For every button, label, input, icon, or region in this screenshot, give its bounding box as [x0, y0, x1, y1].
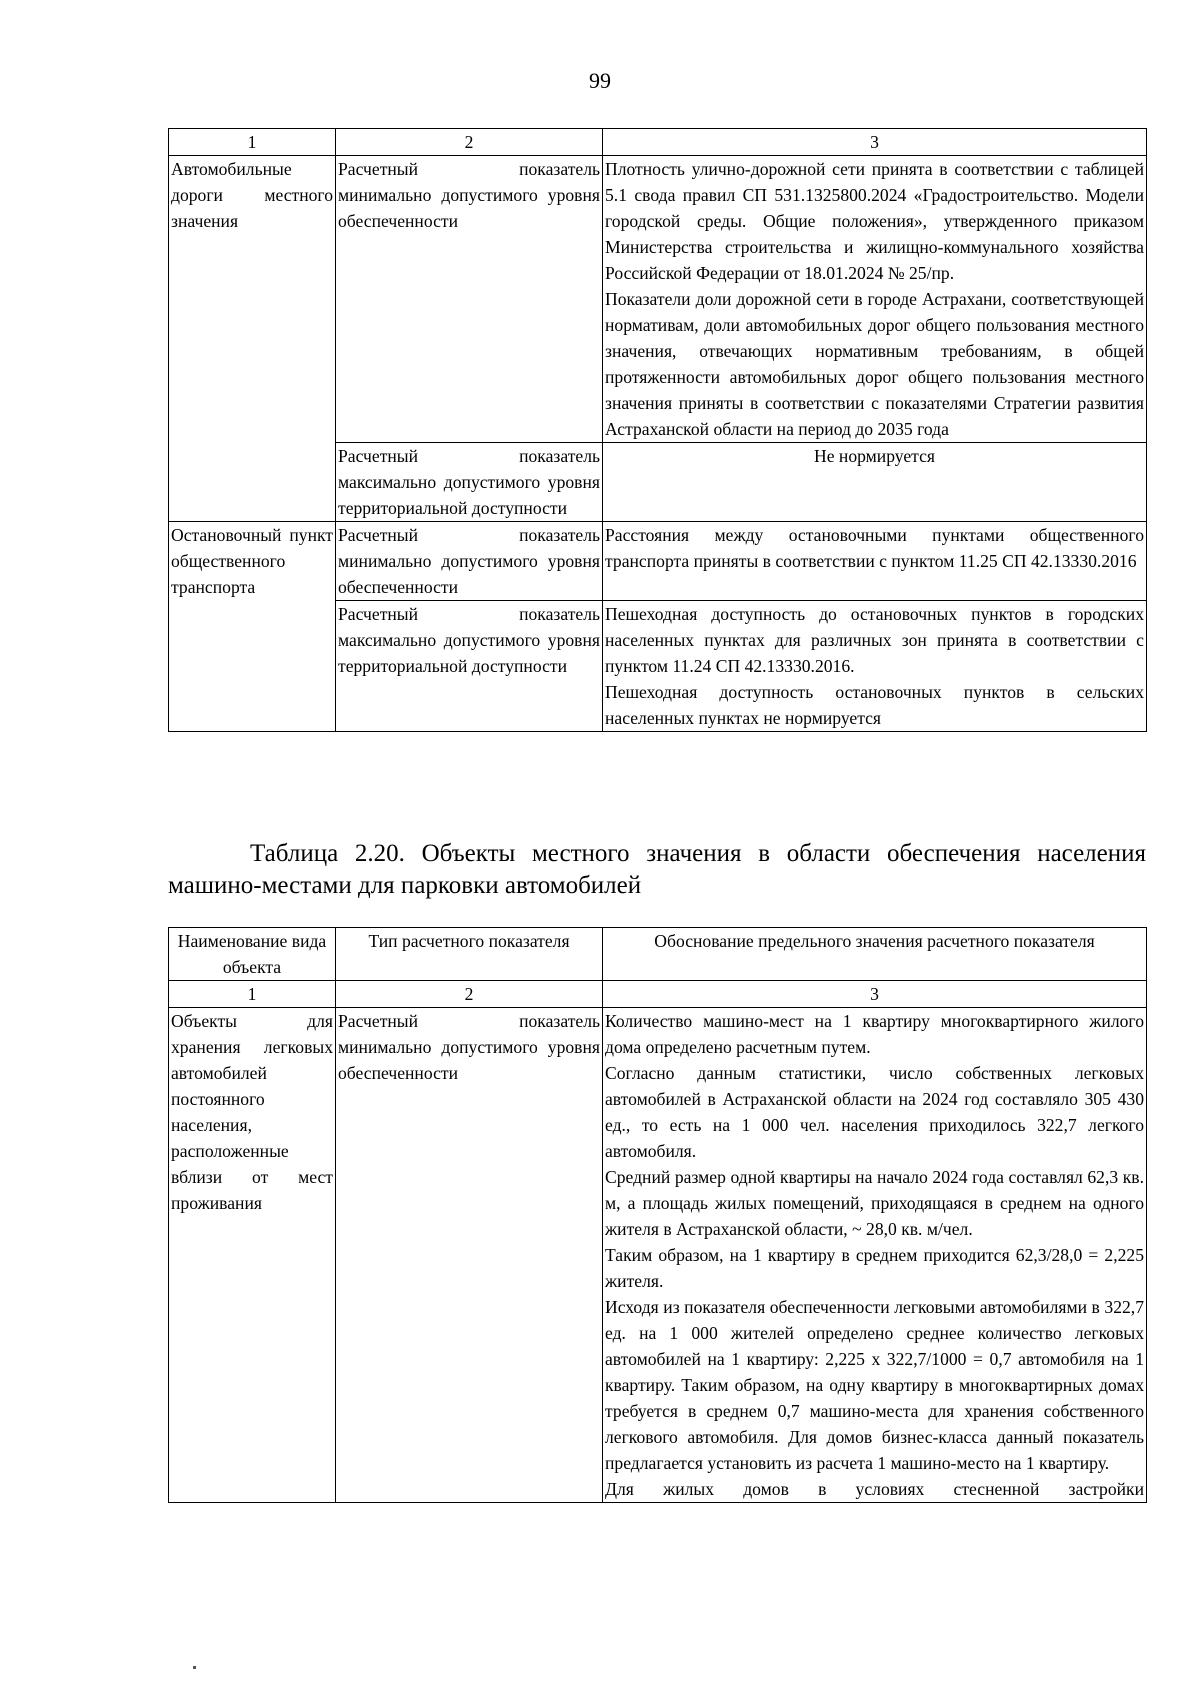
indicator-type-cell: Расчетный показатель минимально допустимого уровня обеспеченности	[336, 1008, 603, 1503]
justification-paragraph: Плотность улично-дорожной сети принята в соответствии с таблицей 5.1 свода правил СП 531.1325800.2024 «Градостроительство. Модели городской среды. Общие положения», утвержденного приказом Министерства строительства и жилищно-коммунального хозяйства Российской Федерации от 18.01.2024 № 25/пр.	[605, 159, 1144, 283]
column-number-3: 3	[603, 981, 1147, 1008]
scan-speck	[193, 1666, 196, 1669]
table-caption	[168, 838, 1146, 902]
justification-paragraph: Исходя из показателя обеспеченности легковыми автомобилями в 322,7 ед. на 1 000 жителей определено среднее количество легковых автомобилей на 1 квартиру: 2,225 х 322,7/1000 = 0,7 автомобиля на 1 квартиру. Таким образом, на одну квартиру в многоквартирных домах требуется в среднем 0,7 машино-места для хранения собственного легкового автомобиля. Для домов бизнес-класса данный показатель предлагается установить из расчета 1 машино-место на 1 квартиру.	[605, 1297, 1144, 1473]
justification-cell	[603, 601, 1147, 732]
column-number-1: 1	[169, 981, 336, 1008]
table-row	[169, 522, 1147, 601]
table-number-row	[169, 129, 1147, 156]
justification-paragraph: Количество машино-мест на 1 квартиру многоквартирного жилого дома определено расчетным путем.	[605, 1011, 1144, 1057]
column-number-2: 2	[336, 129, 603, 156]
justification-paragraph: Для жилых домов в условиях стесненной застройки	[605, 1479, 1144, 1499]
column-number-3: 3	[603, 129, 1147, 156]
header-indicator-type: Тип расчетного показателя	[336, 928, 603, 981]
table-continued	[168, 128, 1147, 732]
column-number-2: 2	[336, 981, 603, 1008]
indicator-type-cell: Расчетный показатель минимально допустимого уровня обеспеченности	[336, 522, 603, 601]
header-object-name: Наименование вида объекта	[169, 928, 336, 981]
indicator-type-cell: Расчетный показатель максимально допустимого уровня территориальной доступности	[336, 601, 603, 732]
table-row	[169, 156, 1147, 443]
justification-paragraph: Показатели доли дорожной сети в городе Астрахани, соответствующей нормативам, доли автомобильных дорог общего пользования местного значения, отвечающих нормативным требованиям, в общей протяженности автомобильных дорог общего пользования местного значения приняты в соответствии с показателями Стратегии развития Астраханской области на период до 2035 года	[605, 289, 1144, 439]
justification-cell: Расстояния между остановочными пунктами общественного транспорта приняты в соответствии с пунктом 11.25 СП 42.13330.2016	[603, 522, 1147, 601]
column-number-1: 1	[169, 129, 336, 156]
justification-paragraph: Согласно данным статистики, число собственных легковых автомобилей в Астраханской области на 2024 год составляло 305 430 ед., то есть на 1 000 чел. населения приходилось 322,7 легкого автомобиля.	[605, 1063, 1144, 1161]
indicator-type-cell: Расчетный показатель максимально допустимого уровня территориальной доступности	[336, 443, 603, 522]
object-name-cell: Объекты для хранения легковых автомобилей постоянного населения, расположенные вблизи от мест проживания	[169, 1008, 336, 1503]
table-caption-text: Таблица 2.20. Объекты местного значения в области обеспечения населения машино-местами для парковки автомобилей	[168, 840, 1146, 899]
header-justification: Обоснование предельного значения расчетного показателя	[603, 928, 1147, 981]
table-header-row	[169, 928, 1147, 981]
table-row	[169, 1008, 1147, 1503]
object-name-cell: Остановочный пункт общественного транспорта	[169, 522, 336, 732]
justification-paragraph: Пешеходная доступность до остановочных пунктов в городских населенных пунктах для различных зон принята в соответствии с пунктом 11.24 СП 42.13330.2016.	[605, 604, 1144, 676]
justification-paragraph: Таким образом, на 1 квартиру в среднем приходится 62,3/28,0 = 2,225 жителя.	[605, 1245, 1144, 1291]
object-name-cell: Автомобильные дороги местного значения	[169, 156, 336, 522]
justification-cell	[603, 1008, 1147, 1503]
page-number: 99	[589, 68, 611, 93]
justification-paragraph: Пешеходная доступность остановочных пунктов в сельских населенных пунктах не нормируется	[605, 682, 1144, 728]
parking-table	[168, 927, 1147, 1503]
table-number-row	[169, 981, 1147, 1008]
justification-cell	[603, 156, 1147, 443]
justification-cell: Не нормируется	[603, 443, 1147, 522]
indicator-type-cell: Расчетный показатель минимально допустимого уровня обеспеченности	[336, 156, 603, 443]
justification-paragraph: Средний размер одной квартиры на начало 2024 года составлял 62,3 кв. м, а площадь жилых помещений, приходящаяся в среднем на одного жителя в Астраханской области, ~ 28,0 кв. м/чел.	[605, 1167, 1144, 1239]
